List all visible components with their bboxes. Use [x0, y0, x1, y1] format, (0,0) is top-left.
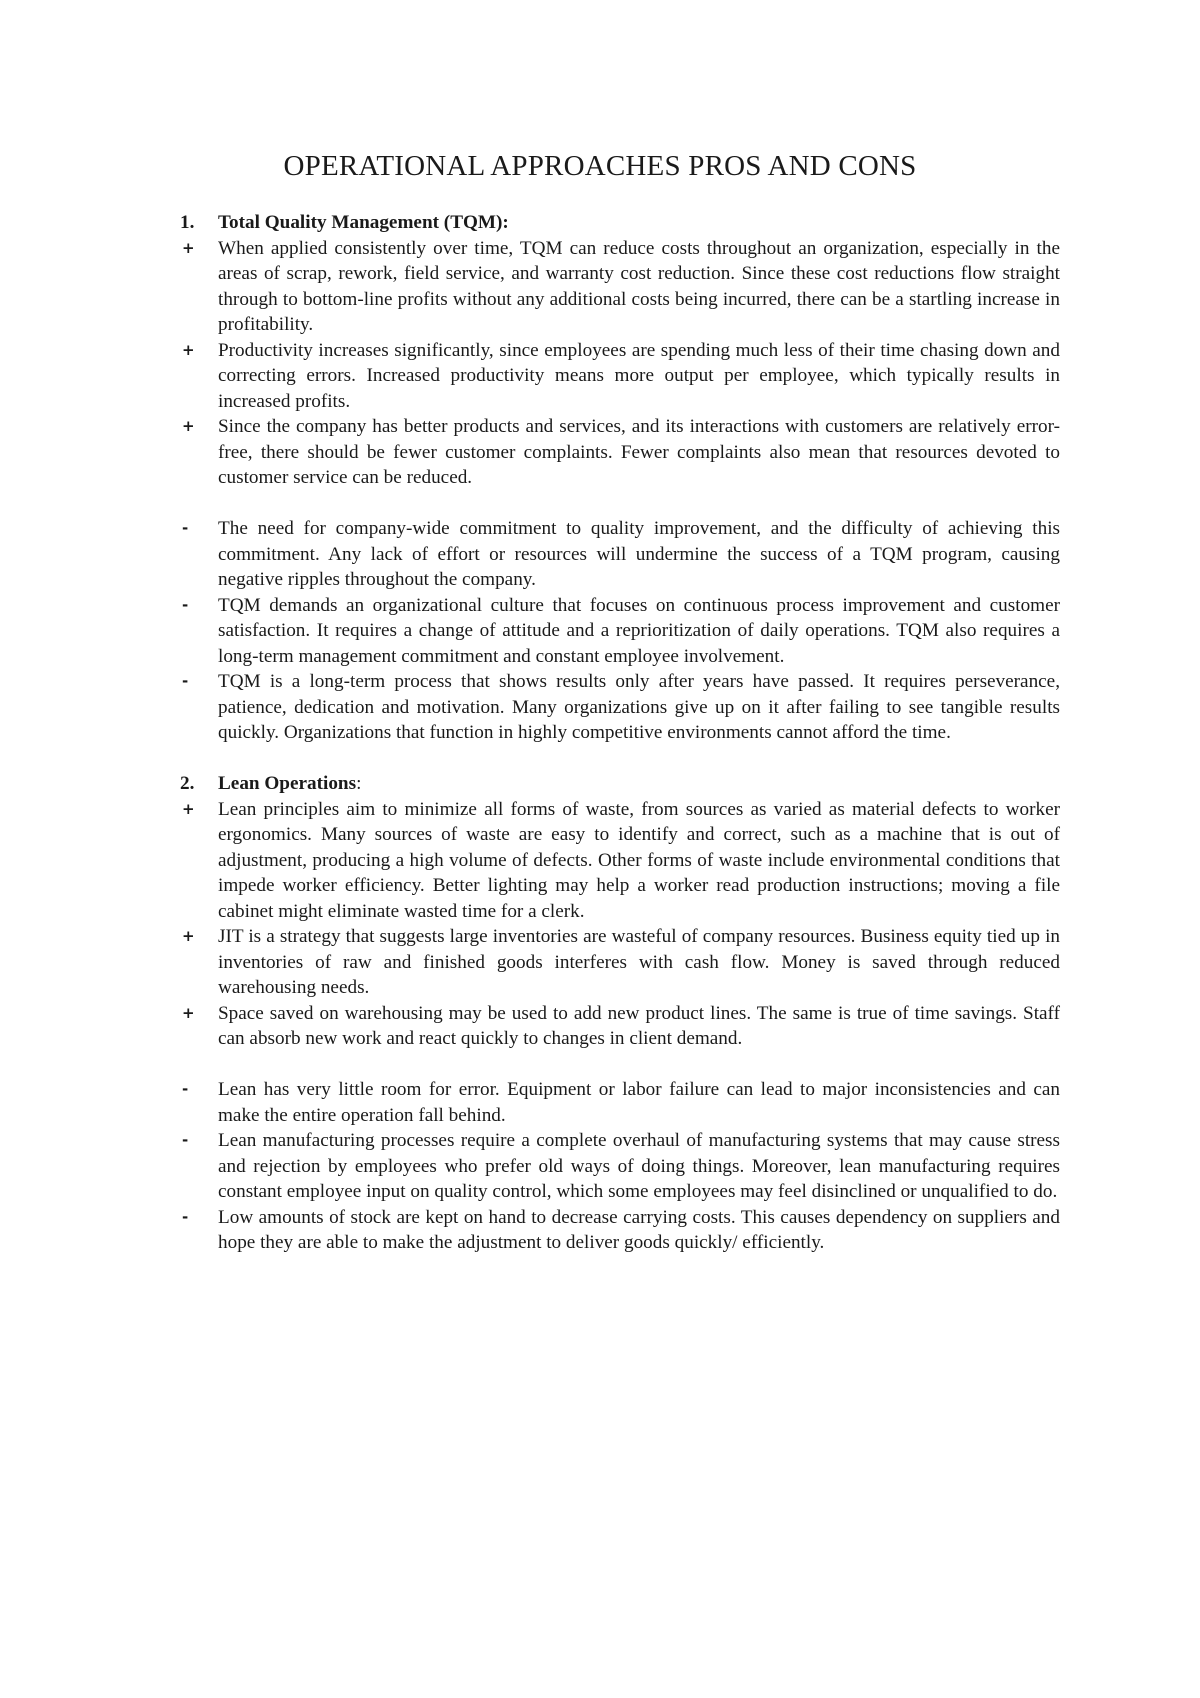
minus-marker: -	[182, 1080, 189, 1098]
pro-text: Lean principles aim to minimize all forms of waste, from sources as varied as material defects to worker ergonomics. Many sources of waste are easy to identify and correct, such as a machine that is out of adjustment, producing a high volume of defects. Other forms of waste include environmental conditions that impede worker efficiency. Better lighting may help a worker read production instructions; moving a file cabinet might eliminate wasted time for a clerk.	[218, 798, 1060, 922]
plus-marker: +	[182, 238, 195, 257]
con-text: TQM demands an organizational culture that focuses on continuous process improvement and customer satisfaction. It requires a change of attitude and a reprioritization of daily operations. TQM also requires a long-term management commitment and constant employee involvement.	[218, 594, 1060, 667]
con-item	[180, 516, 1060, 593]
minus-marker: -	[182, 672, 189, 690]
pro-item	[180, 797, 1060, 925]
con-item	[180, 1205, 1060, 1256]
plus-marker: +	[182, 1003, 195, 1022]
pro-text: Space saved on warehousing may be used to add new product lines. The same is true of time savings. Staff can absorb new work and react quickly to changes in client demand.	[218, 1002, 1060, 1049]
section-heading-lean	[180, 771, 1060, 797]
section-number: 2.	[180, 773, 195, 794]
section-heading-tqm	[180, 210, 1060, 236]
con-text: TQM is a long-term process that shows results only after years have passed. It requires perseverance, patience, dedication and motivation. Many organizations give up on it after failing to see tangible results quickly. Organizations that function in highly competitive environments cannot afford the time.	[218, 671, 1060, 743]
section-number: 1.	[180, 212, 195, 233]
plus-marker: +	[182, 799, 195, 818]
con-item	[180, 669, 1060, 746]
con-text: Lean manufacturing processes require a complete overhaul of manufacturing systems that may cause stress and rejection by employees who prefer old ways of doing things. Moreover, lean manufacturing requires constant employee input on quality control, which some employees may feel disinclined or unqualified to do.	[218, 1130, 1060, 1202]
con-item	[180, 593, 1060, 670]
pro-text: JIT is a strategy that suggests large inventories are wasteful of company resources. Business equity tied up in inventories of raw and finished goods interferes with cash flow. Money is saved through reduced warehousing needs.	[218, 926, 1060, 998]
pro-item	[180, 338, 1060, 415]
spacer	[180, 1052, 1060, 1078]
minus-marker: -	[182, 595, 189, 614]
spacer	[180, 491, 1060, 517]
pro-item	[180, 1001, 1060, 1052]
plus-marker: +	[182, 927, 195, 945]
minus-marker: -	[182, 1131, 189, 1149]
minus-marker: -	[182, 519, 189, 537]
con-item	[180, 1128, 1060, 1205]
minus-marker: -	[182, 1207, 189, 1226]
con-text: Lean has very little room for error. Equipment or labor failure can lead to major inconsistencies and can make the entire operation fall behind.	[218, 1079, 1060, 1126]
pro-item	[180, 924, 1060, 1001]
plus-marker: +	[182, 340, 195, 359]
con-item	[180, 1077, 1060, 1128]
con-text: The need for company-wide commitment to quality improvement, and the difficulty of achieving this commitment. Any lack of effort or resources will undermine the success of a TQM program, causing negative ripples throughout the company.	[218, 518, 1060, 590]
page-title: OPERATIONAL APPROACHES PROS AND CONS	[283, 150, 917, 182]
spacer	[180, 746, 1060, 772]
section-title-suffix: :	[356, 773, 362, 794]
pro-text: Productivity increases significantly, since employees are spending much less of their time chasing down and correcting errors. Increased productivity means more output per employee, which typically results in increased profits.	[218, 339, 1060, 412]
pro-text: When applied consistently over time, TQM can reduce costs throughout an organization, especially in the areas of scrap, rework, field service, and warranty cost reduction. Since these cost reductions flow straight through to bottom-line profits without any additional costs being incurred, there can be a startling increase in profitability.	[218, 237, 1060, 335]
section-title: Total Quality Management (TQM):	[218, 212, 509, 233]
plus-marker: +	[182, 417, 195, 435]
pro-item	[180, 414, 1060, 491]
con-text: Low amounts of stock are kept on hand to decrease carrying costs. This causes dependency on suppliers and hope they are able to make the adjustment to deliver goods quickly/ efficiently.	[218, 1206, 1060, 1253]
section-title: Lean Operations	[218, 773, 357, 794]
pro-item	[180, 236, 1060, 338]
document-body	[180, 210, 1060, 1256]
pro-text: Since the company has better products and services, and its interactions with customers are relatively error-free, there should be fewer customer complaints. Fewer complaints also mean that resources devoted to customer service can be reduced.	[218, 416, 1060, 488]
